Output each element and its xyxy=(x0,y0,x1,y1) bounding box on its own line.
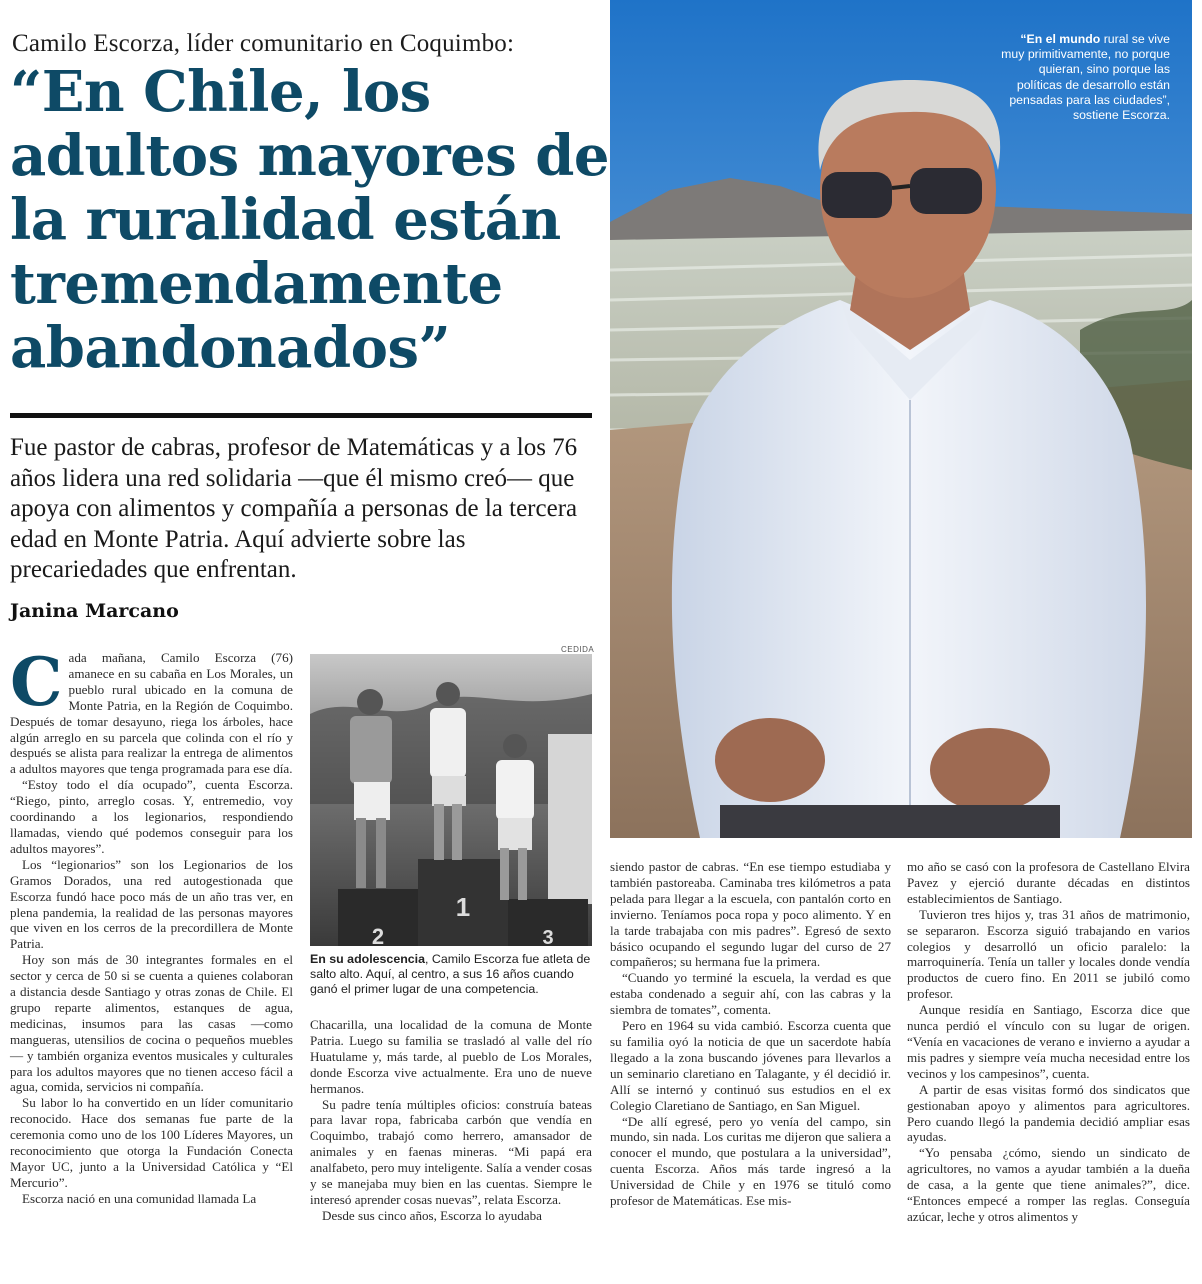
byline: Janina Marcano xyxy=(10,600,179,622)
paragraph: Tuvieron tres hijos y, tras 31 años de matrimonio, se separaron. Escorza siguió trabajando en varios colegios y desarrolló un oficio paralelo: la marroquinería. Tenía un taller y locales donde vendía productos de cuero fino. En 2011 se jubiló como profesor. xyxy=(907,906,1190,1002)
main-caption-text: rural se vive muy primitivamente, no porque quieran, sino porque las políticas de desarrollo están pensadas para las ciudades”, sostiene Escorza. xyxy=(1001,32,1170,123)
drop-cap: C xyxy=(10,643,63,721)
paragraph: Su padre tenía múltiples oficios: construía bateas para lavar ropa, fabricaba carbón que vendía en Coquimbo, trabajó como herrero, amansador de animales y en faenas mineras. “Mi papá era analfabeto, pero muy inteligente. Salía a vender cosas y se manejaba muy bien en las cuentas. Siempre le interesó aprender cosas nuevas”, relata Escorza. xyxy=(310,1096,592,1207)
paragraph: “Yo pensaba ¿cómo, siendo un sindicato de agricultores, no vamos a ayudar también a la dueña de casa, a la gente que tiene animales?”, dice. “Entonces empecé a romper las reglas. Conseguía azúcar, leche y otros alimentos y xyxy=(907,1145,1190,1224)
article-column-3 xyxy=(610,859,891,1209)
historic-photo-caption xyxy=(310,952,592,997)
historic-photo xyxy=(310,654,592,946)
paragraph: mo año se casó con la profesora de Castellano Elvira Pavez y ejerció durante décadas en distintos establecimientos de Santiago. xyxy=(907,859,1190,906)
main-photo xyxy=(610,0,1192,838)
paragraph: Chacarilla, una localidad de la comuna de Monte Patria. Luego su familia se trasladó al valle del río Huatulame y, más tarde, al pueblo de Los Morales, donde Escorza vive actualmente. Era uno de nueve hermanos. xyxy=(310,1017,592,1096)
article-kicker: Camilo Escorza, líder comunitario en Coquimbo: xyxy=(12,30,515,57)
paragraph: Pero en 1964 su vida cambió. Escorza cuenta que su familia oyó la noticia de que un sacerdote había llegado a la zona buscando jóvenes para llevarlos a un seminario claretiano en Talagante, y él decidió ir. Allí se internó y continuó sus estudios en el ex Colegio Claretiano de Santiago, en San Miguel. xyxy=(610,1018,891,1113)
historic-caption-lead: En su adolescencia xyxy=(310,952,426,966)
paragraph: “Cuando yo terminé la escuela, la verdad es que estaba condenado a seguir ahí, con las cabras y la siembra de tomates”, comenta. xyxy=(610,970,891,1018)
paragraph: Aunque residía en Santiago, Escorza dice que nunca perdió el vínculo con su lugar de origen. “Venía en vacaciones de verano e invierno a ayudar a mis padres y siempre veía mucha necesidad entre los vecinos y los campesinos”, cuenta. xyxy=(907,1002,1190,1081)
article-headline: “En Chile, los adultos mayores de la ruralidad están tremendamente abandonados” xyxy=(10,59,610,381)
podium-number-3: 3 xyxy=(542,927,554,946)
paragraph: ada mañana, Camilo Escorza (76) amanece en su cabaña en Los Morales, un pueblo rural ubicado en la comuna de Monte Patria, en la Región de Coquimbo. Después de tomar desayuno, riega los árboles, hace algún arreglo en su parcela que colinda con el río y después se alista para realizar la entrega de alimentos a adultos mayores que tenga programada para ese día. xyxy=(10,650,293,777)
athletes-podium-illustration xyxy=(310,654,592,946)
main-caption-lead: “En el mundo xyxy=(1020,32,1101,46)
article-column-1 xyxy=(10,643,293,1207)
headline-divider xyxy=(10,413,592,418)
paragraph: “De allí egresé, pero yo venía del campo, sin mundo, sin nada. Los curitas me dijeron que saliera a conocer el mundo, que postulara a la universidad”, cuenta Escorza. Años más tarde ingresó a la Universidad de Chile y en 1976 se tituló como profesor de Matemáticas. Ese mis- xyxy=(610,1113,891,1209)
paragraph: Los “legionarios” son los Legionarios de los Gramos Dorados, una red autogestionada que Escorza fundó hace poco más de un año tras ver, en plena pandemia, la realidad de las personas mayores que viven en los cerros de la precordillera de Monte Patria. xyxy=(10,856,293,952)
main-photo-caption xyxy=(1000,32,1170,123)
photo-credit: CEDIDA xyxy=(561,645,595,654)
historic-caption-text: , Camilo Escorza fue atleta de salto alto. Aquí, al centro, a sus 16 años cuando ganó el primer lugar de una competencia. xyxy=(310,952,591,996)
paragraph: siendo pastor de cabras. “En ese tiempo estudiaba y también pastoreaba. Caminaba tres kilómetros a pata pelada para llegar a la escuela, con pantalón corto en invierno. Teníamos poca ropa y poco alimento. Y en la tarde trabajaba con mis padres”. Egresó de sexto básico ocupando el segundo lugar del curso de 27 compañeros; su hermana fue la primera. xyxy=(610,859,891,970)
portrait-illustration xyxy=(610,0,1192,838)
paragraph: Su labor lo ha convertido en un líder comunitario reconocido. Hace dos semanas fue parte de la ceremonia como uno de los 100 Líderes Mayores, un reconocimiento que otorga la Fundación Conecta Mayor UC, junto a la Universidad Católica y “El Mercurio”. xyxy=(10,1095,293,1190)
article-dek: Fue pastor de cabras, profesor de Matemáticas y a los 76 años lidera una red solidaria —que él mismo creó— que apoya con alimentos y compañía a personas de la tercera edad en Monte Patria. Aquí advierte sobre las precariedades que enfrentan. xyxy=(10,434,578,583)
article-column-2 xyxy=(310,1017,592,1224)
paragraph: Escorza nació en una comunidad llamada La xyxy=(22,1190,257,1206)
paragraph: Desde sus cinco años, Escorza lo ayudaba xyxy=(322,1207,542,1223)
podium-number-1: 1 xyxy=(455,892,471,922)
article-column-4 xyxy=(907,859,1190,1225)
paragraph: “Estoy todo el día ocupado”, cuenta Escorza. “Riego, pinto, arreglo cosas. Y, entremedio, voy coordinando a los legionarios, respondiendo llamadas, viendo qué podemos conseguir para los adultos mayores”. xyxy=(10,777,293,856)
podium-number-2: 2 xyxy=(371,924,385,946)
paragraph: A partir de esas visitas formó dos sindicatos que gestionaban apoyo y alimentos para agricultores. Pero cuando llegó la pandemia decidió ampliar esas ayudas. xyxy=(907,1081,1190,1145)
paragraph: Hoy son más de 30 integrantes formales en el sector y cerca de 50 si se cuenta a quienes colaboran a distancia desde Santiago y otras zonas de Chile. El grupo reparte alimentos, estanques de agua, medicinas, insumos para las casas —como mangueras, utensilios de cocina o pequeños muebles— y también organiza eventos musicales y culturales para los adultos mayores que no tienen acceso fácil a agua, comida, servicios ni compañía. xyxy=(10,952,293,1095)
